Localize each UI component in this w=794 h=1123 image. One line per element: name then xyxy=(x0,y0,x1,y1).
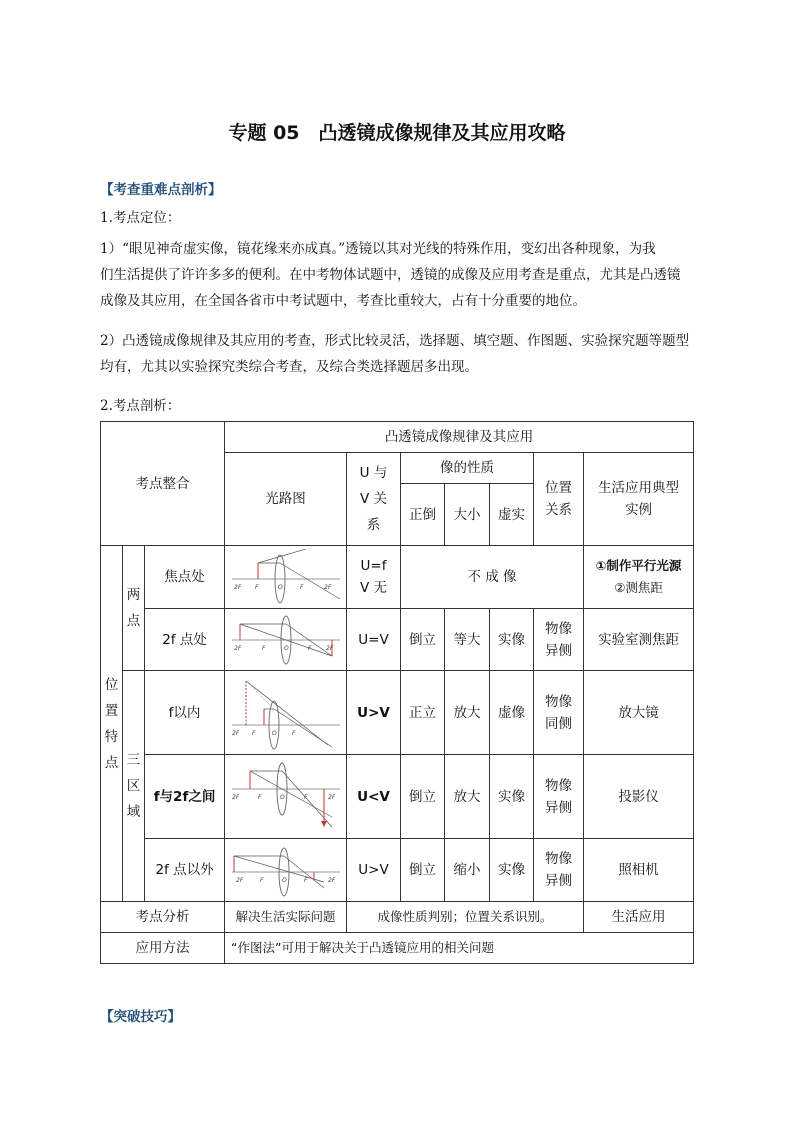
paragraph-1-line: 们生活提供了许许多多的便利。在中考物体试题中，透镜的成像及应用考查是重点，尤其是凸透镜 xyxy=(100,267,681,283)
real-virtual-value: 虚像 xyxy=(490,671,534,755)
svg-text:2F: 2F xyxy=(327,877,335,884)
position-line: 同侧 xyxy=(545,715,573,732)
svg-text:F: F xyxy=(259,877,263,884)
uv-value: U=V xyxy=(347,609,401,671)
side-label-char: 位 xyxy=(104,676,119,693)
row-name: 2f 点以外 xyxy=(145,839,225,902)
real-virtual-value: 实像 xyxy=(490,755,534,839)
ray-diagram-outside-2f xyxy=(228,842,344,898)
row-name: 2f 点处 xyxy=(145,609,225,671)
col-uv-line: V 关 xyxy=(360,491,388,507)
ray-diagram-focal xyxy=(228,549,344,605)
col-size: 大小 xyxy=(445,484,490,546)
group-char: 域 xyxy=(126,804,141,820)
svg-text:F: F xyxy=(254,584,258,591)
uv-value: U>V xyxy=(347,839,401,902)
real-virtual-value: 实像 xyxy=(490,839,534,902)
svg-text:O: O xyxy=(283,644,289,652)
light-diagram-cell xyxy=(225,755,347,839)
no-image-cell: 不 成 像 xyxy=(401,546,584,609)
light-diagram-cell xyxy=(225,546,347,609)
paragraph-2-line: 均有，尤其以实验探究类综合考查，及综合类选择题居多出现。 xyxy=(100,359,478,375)
application-value: 照相机 xyxy=(584,839,694,902)
uv-line: U=f xyxy=(360,558,387,574)
svg-text:2F: 2F xyxy=(325,644,333,652)
uv-value: U>V xyxy=(347,671,401,755)
uv-value: U<V xyxy=(347,755,401,839)
application-value: 实验室测焦距 xyxy=(584,609,694,671)
orientation-value: 倒立 xyxy=(401,755,445,839)
position-line: 异侧 xyxy=(545,873,573,889)
svg-text:F: F xyxy=(261,644,265,652)
svg-text:O: O xyxy=(277,584,283,591)
svg-text:F: F xyxy=(303,793,307,801)
svg-text:F: F xyxy=(307,644,311,652)
col-uv-line: U 与 xyxy=(359,465,388,481)
application-line: ②测焦距 xyxy=(614,580,663,595)
col-application-line: 实例 xyxy=(625,502,653,518)
svg-text:F: F xyxy=(291,729,295,737)
light-diagram-cell xyxy=(225,839,347,902)
group-char: 点 xyxy=(126,613,141,629)
group-two-points xyxy=(123,546,145,671)
svg-text:2F: 2F xyxy=(235,877,243,884)
svg-text:O: O xyxy=(271,729,277,737)
lens-rules-table xyxy=(100,421,694,964)
side-label-char: 置 xyxy=(104,702,119,719)
orientation-value: 正立 xyxy=(401,671,445,755)
row-name: f以内 xyxy=(145,671,225,755)
section-heading-analysis: 【考查重难点剖析】 xyxy=(100,182,222,198)
group-char: 两 xyxy=(126,587,141,603)
svg-text:F: F xyxy=(251,729,255,737)
application-value: 放大镜 xyxy=(584,671,694,755)
group-char: 区 xyxy=(126,778,141,794)
side-label-char: 点 xyxy=(104,754,119,771)
position-line: 物像 xyxy=(545,777,573,794)
col-position xyxy=(534,453,584,546)
position-line: 物像 xyxy=(545,851,573,867)
row-name: f与2f之间 xyxy=(145,755,225,839)
svg-text:2F: 2F xyxy=(231,729,239,737)
point1-label: 1.考点定位： xyxy=(100,210,181,226)
paragraph-1-line: 1）“眼见神奇虚实像，镜花缘来亦成真。”透镜以其对光线的特殊作用，变幻出各种现象，为我 xyxy=(100,241,656,257)
method-label: 应用方法 xyxy=(101,933,225,964)
position-line: 物像 xyxy=(545,620,573,637)
ray-diagram-f-2f xyxy=(228,759,344,835)
col-image-property: 像的性质 xyxy=(401,453,534,484)
svg-text:2F: 2F xyxy=(323,584,331,591)
light-diagram-cell xyxy=(225,609,347,671)
size-value: 缩小 xyxy=(445,839,490,902)
paragraph-2 xyxy=(100,328,700,380)
position-line: 物像 xyxy=(545,693,573,710)
svg-text:F: F xyxy=(257,793,261,801)
position-line: 异侧 xyxy=(545,642,573,659)
svg-text:F: F xyxy=(303,877,307,884)
uv-value xyxy=(347,546,401,609)
svg-text:2F: 2F xyxy=(233,584,241,591)
ray-diagram-inside-f xyxy=(228,675,344,751)
real-virtual-value: 实像 xyxy=(490,609,534,671)
svg-text:O: O xyxy=(279,793,285,801)
col-application-line: 生活应用典型 xyxy=(598,480,680,496)
size-value: 等大 xyxy=(445,609,490,671)
light-diagram-cell xyxy=(225,671,347,755)
section-heading-tips: 【突破技巧】 xyxy=(100,1009,181,1025)
col-position-line: 位置 xyxy=(545,480,573,496)
svg-text:O: O xyxy=(281,877,287,884)
application-value: 投影仪 xyxy=(584,755,694,839)
position-value xyxy=(534,839,584,902)
application-value xyxy=(584,546,694,609)
col-real-virtual: 虚实 xyxy=(490,484,534,546)
position-value xyxy=(534,671,584,755)
paragraph-2-line: 2）凸透镜成像规律及其应用的考查，形式比较灵活，选择题、填空题、作图题、实验探究题等题型 xyxy=(100,333,690,349)
table-corner: 考点整合 xyxy=(101,422,225,546)
analysis-property: 成像性质判别；位置关系识别。 xyxy=(347,902,584,933)
size-value: 放大 xyxy=(445,755,490,839)
col-application xyxy=(584,453,694,546)
svg-text:F: F xyxy=(299,584,303,591)
analysis-application: 生活应用 xyxy=(584,902,694,933)
paragraph-1-line: 成像及其应用，在全国各省市中考试题中，考查比重较大，占有十分重要的地位。 xyxy=(100,293,586,309)
paragraph-1 xyxy=(100,236,700,314)
page-title: 专题 05 凸透镜成像规律及其应用攻略 xyxy=(228,122,566,144)
position-line: 异侧 xyxy=(545,799,573,816)
col-light-path: 光路图 xyxy=(225,453,347,546)
svg-text:2F: 2F xyxy=(233,644,241,652)
col-uv-relation xyxy=(347,453,401,546)
col-position-line: 关系 xyxy=(545,502,573,518)
row-name: 焦点处 xyxy=(145,546,225,609)
col-orientation: 正倒 xyxy=(401,484,445,546)
group-three-regions xyxy=(123,671,145,902)
group-char: 三 xyxy=(126,752,141,768)
position-value xyxy=(534,755,584,839)
col-uv-line: 系 xyxy=(366,517,381,533)
orientation-value: 倒立 xyxy=(401,609,445,671)
side-label-position xyxy=(101,546,123,902)
orientation-value: 倒立 xyxy=(401,839,445,902)
position-value xyxy=(534,609,584,671)
ray-diagram-2f xyxy=(228,612,344,668)
table-main-header: 凸透镜成像规律及其应用 xyxy=(225,422,694,453)
uv-line: V 无 xyxy=(360,580,388,596)
size-value: 放大 xyxy=(445,671,490,755)
analysis-label: 考点分析 xyxy=(101,902,225,933)
application-line: ①制作平行光源 xyxy=(595,558,682,573)
point2-label: 2.考点剖析： xyxy=(100,398,181,414)
side-label-char: 特 xyxy=(104,728,119,745)
svg-text:2F: 2F xyxy=(327,793,335,801)
analysis-practical: 解决生活实际问题 xyxy=(225,902,347,933)
method-text: “作图法”可用于解决关于凸透镜应用的相关问题 xyxy=(225,933,694,964)
svg-text:2F: 2F xyxy=(231,793,239,801)
